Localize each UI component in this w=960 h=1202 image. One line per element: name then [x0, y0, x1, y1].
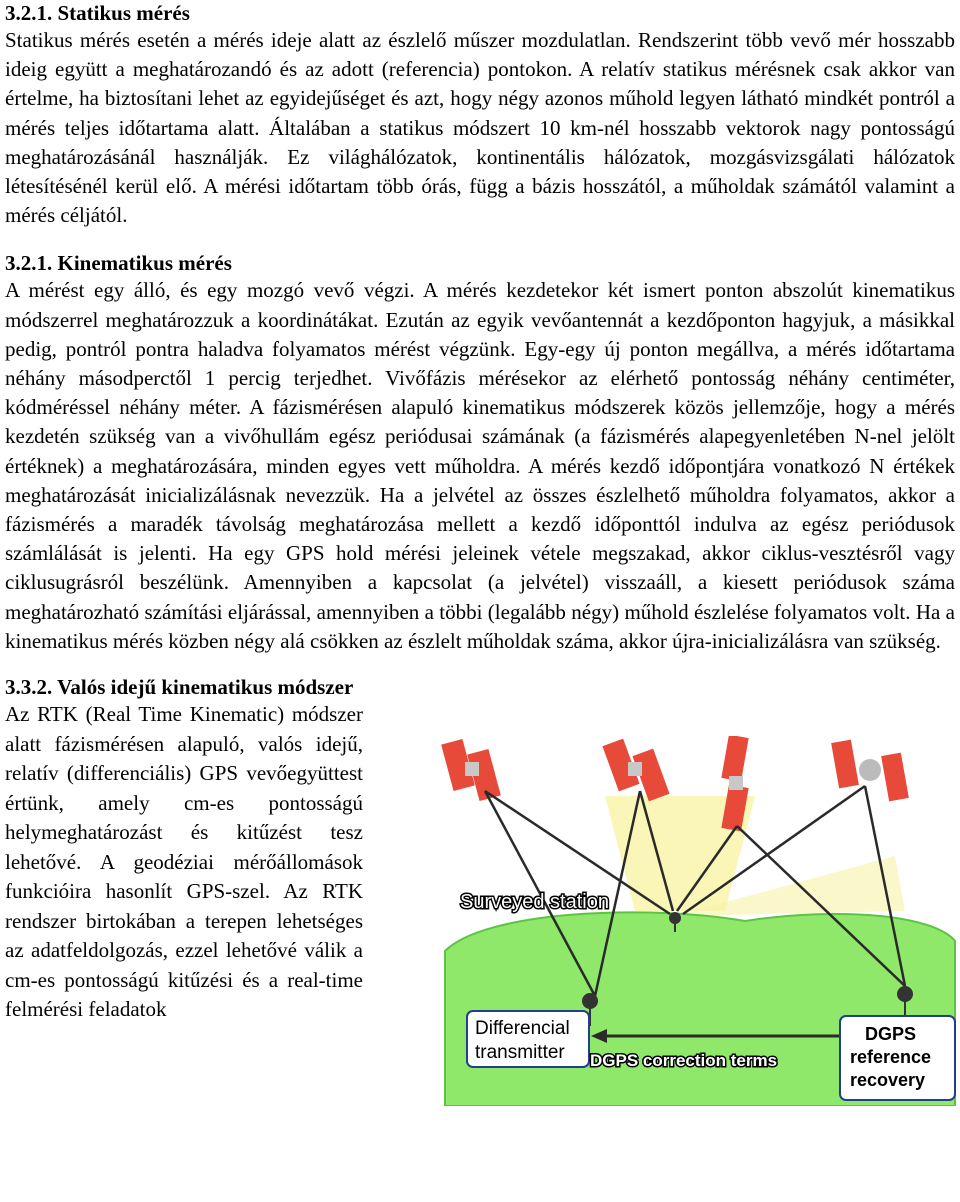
rtk-diagram-figure [425, 736, 960, 1106]
differencial-label-line2: transmitter [475, 1042, 565, 1064]
rtk-section [5, 700, 955, 1091]
paragraph-kinematic: A mérést egy álló, és egy mozgó vevő végzi. A mérés kezdetekor két ismert ponton abszolút kinematikus módszerrel meghatározzuk a koordinátákat. Ezután az egyik vevőantennát a kezdőponton hagyjuk, a másikkal pedig, pontról pontra haladva folyamatos mérést végzünk. Egy-egy új ponton megállva, a mérés időtartama néhány másodperctől 1 percig terjedhet. Vivőfázis mérésekor az elérhető pontosság néhány centiméter, kódméréssel néhány méter. A fázismérésen alapuló kinematikus módszerek közös jellemzője, hogy a mérés kezdetén szükség van a vivőhullám egész periódusai számának (a fázismérés alapegyenletében N-nel jelölt értéknek) a meghatározására, minden egyes vett műholdra. A mérés kezdő időpontjára vonatkozó N értékek meghatározását inicializálásnak nevezzük. Ha a jelvétel az összes észlelhető műholdra folyamatos, akkor a fázismérés a maradék távolság meghatározása mellett a kezdő időponttól indulva az egész periódusok számlálását is jelenti. Ha egy GPS hold mérési jeleinek vétele megszakad, akkor ciklus-vesztésről vagy ciklusugrásról beszélünk. Amennyiben a kapcsolat (a jelvétel) visszaáll, a kiesett periódusok száma meghatározható számítási eljárással, amennyiben a többi (legalább négy) műhold észlelése folyamatos volt. Ha a kinematikus mérés közben négy alá csökken az észlelt műholdak száma, akkor újra-inicializálásra van szükség. [5, 278, 955, 653]
section-heading-rtk: 3.3.2. Valós idejű kinematikus módszer [5, 675, 354, 700]
paragraph-rtk: Az RTK (Real Time Kinematic) módszer alatt fázismérésen alapuló, valós idejű, relatív (differenciális) GPS vevőegyüttest értünk, amely cm-es pontosságú helymeghatározást és kitűzést tesz lehetővé. A geodéziai mérőállomások funkcióira hasonlít GPS-szel. Az RTK rendszer birtokában a terepen lehetséges az adatfeldolgozás, ezzel lehetővé válik a cm-es pontosságú kitűzési és a real-time felmérési feladatok [5, 702, 363, 1022]
section-heading-static: 3.2.1. Statikus mérés [5, 1, 190, 25]
differencial-label-line1: Differencial [475, 1018, 570, 1040]
rtk-text-column [5, 700, 363, 1025]
dgps-reference-line2: reference [850, 1047, 932, 1068]
rtk-diagram [425, 736, 960, 1106]
surveyed-station-label: Surveyed station [460, 891, 609, 914]
dgps-correction-label: DGPS correction terms [590, 1051, 778, 1071]
section-heading-kinematic: 3.2.1. Kinematikus mérés [5, 251, 232, 276]
satellite-icon [831, 740, 909, 802]
dgps-reference-line1: DGPS [865, 1024, 917, 1045]
paragraph-static: Statikus mérés esetén a mérés ideje alatt az észlelő műszer mozdulatlan. Rendszerint több vevő mér hosszabb ideig együtt a meghatározandó és az adott (referencia) pontokon. A relatív statikus mérésnek csak akkor van értelme, ha biztosítani lehet az egyidejűséget és azt, hogy négy azonos műhold legyen látható mindkét pontról a mérés teljes időtartama alatt. Általában a statikus módszert 10 km-nél hosszabb vektorok nagy pontosságú meghatározásánál használják. Ez világhálózatok, kontinentális hálózatok, mozgásvizsgálati hálózatok létesítésénél kerül elő. A mérési időtartam több órás, függ a bázis hosszától, a műholdak számától valamint a mérés céljától. [5, 28, 955, 228]
satellite-icon [602, 739, 669, 802]
dgps-reference-line3: recovery [850, 1070, 926, 1091]
satellite-icon [441, 739, 501, 801]
document-page [5, 0, 955, 1091]
